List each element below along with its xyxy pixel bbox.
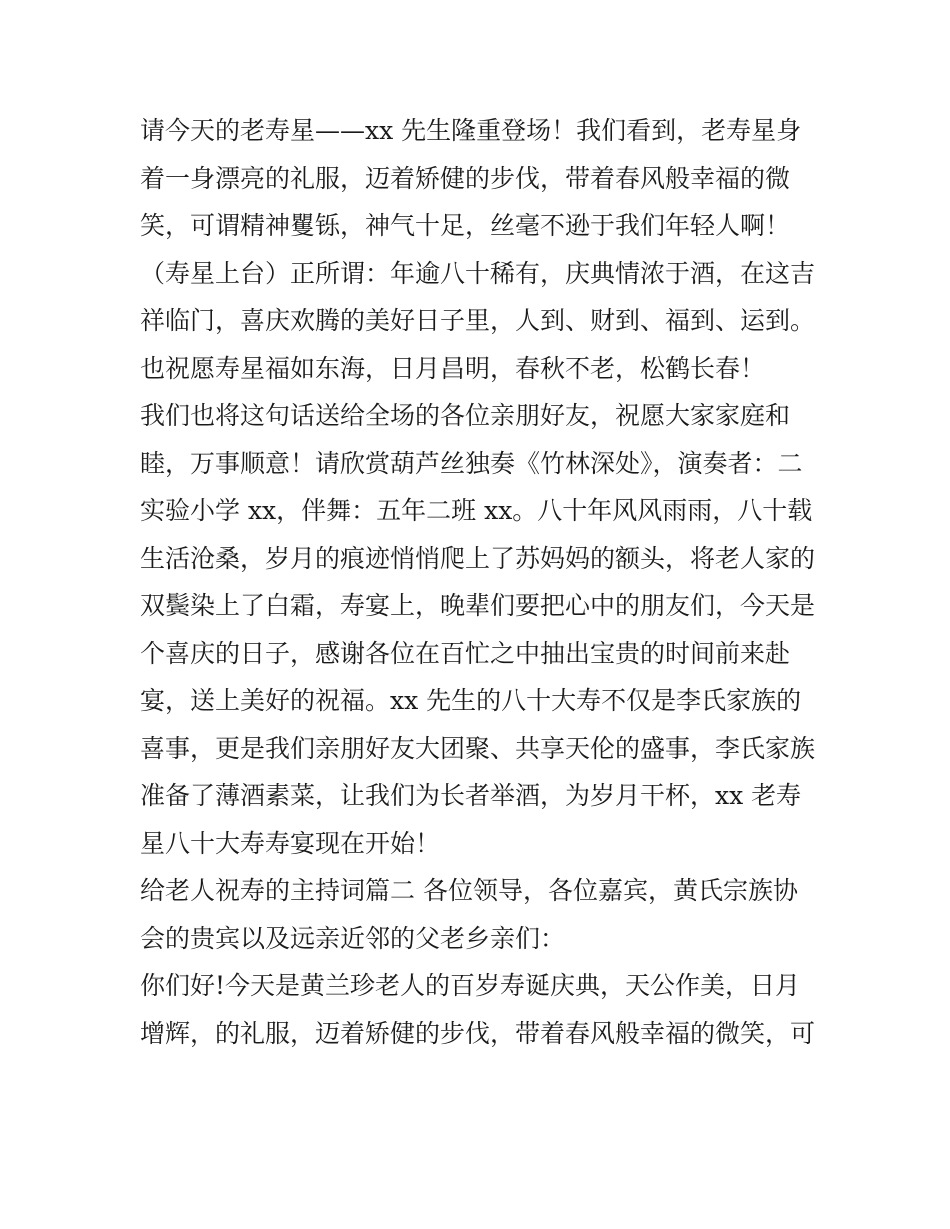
text-line-4: （寿星上台）正所谓：年逾八十稀有，庆典情浓于酒，在这吉 [140,258,816,288]
text-line-17: 给老人祝寿的主持词篇二 各位领导，各位嘉宾，黄氏宗族协 [140,876,798,905]
text-line-3: 笑，可谓精神矍铄，神气十足，丝毫不逊于我们年轻人啊！ [140,211,791,240]
text-line-12: 个喜庆的日子，感谢各位在百忙之中抽出宝贵的时间前来赴 [140,638,791,668]
body-text [140,107,830,1057]
text-line-14: 喜事，更是我们亲朋好友大团聚、共享天伦的盛事，李氏家族 [140,733,816,763]
text-line-8: 睦，万事顺意！请欣赏葫芦丝独奏《竹林深处》，演奏者：二 [140,448,803,478]
text-line-9: 实验小学 xx，伴舞：五年二班 xx。八十年风风雨雨，八十载 [140,496,813,525]
text-line-10: 生活沧桑，岁月的痕迹悄悄爬上了苏妈妈的额头，将老人家的 [140,543,816,573]
text-line-19: 你们好!今天是黄兰珍老人的百岁寿诞庆典，天公作美，日月 [140,971,801,1000]
text-line-5: 祥临门，喜庆欢腾的美好日子里，人到、财到、福到、运到。 [140,306,816,335]
text-line-15: 准备了薄酒素菜，让我们为长者举酒，为岁月干杯，xx 老寿 [140,781,802,810]
text-line-7: 我们也将这句话送给全场的各位亲朋好友，祝愿大家家庭和 [140,401,791,430]
text-line-11: 双鬓染上了白霜，寿宴上，晚辈们要把心中的朋友们，今天是 [140,591,816,620]
text-line-20: 增辉，的礼服，迈着矫健的步伐，带着春风般幸福的微笑，可 [140,1018,816,1048]
text-line-13: 宴，送上美好的祝福。xx 先生的八十大寿不仅是李氏家族的 [140,686,802,715]
text-line-1: 请今天的老寿星——xx 先生隆重登场！我们看到，老寿星身 [140,116,802,145]
text-line-2: 着一身漂亮的礼服，迈着矫健的步伐，带着春风般幸福的微 [140,163,791,193]
text-line-6: 也祝愿寿星福如东海，日月昌明，春秋不老，松鹤长春！ [140,353,766,383]
text-line-16: 星八十大寿寿宴现在开始！ [140,828,441,858]
text-line-18: 会的贵宾以及远亲近邻的父老乡亲们： [140,923,566,953]
